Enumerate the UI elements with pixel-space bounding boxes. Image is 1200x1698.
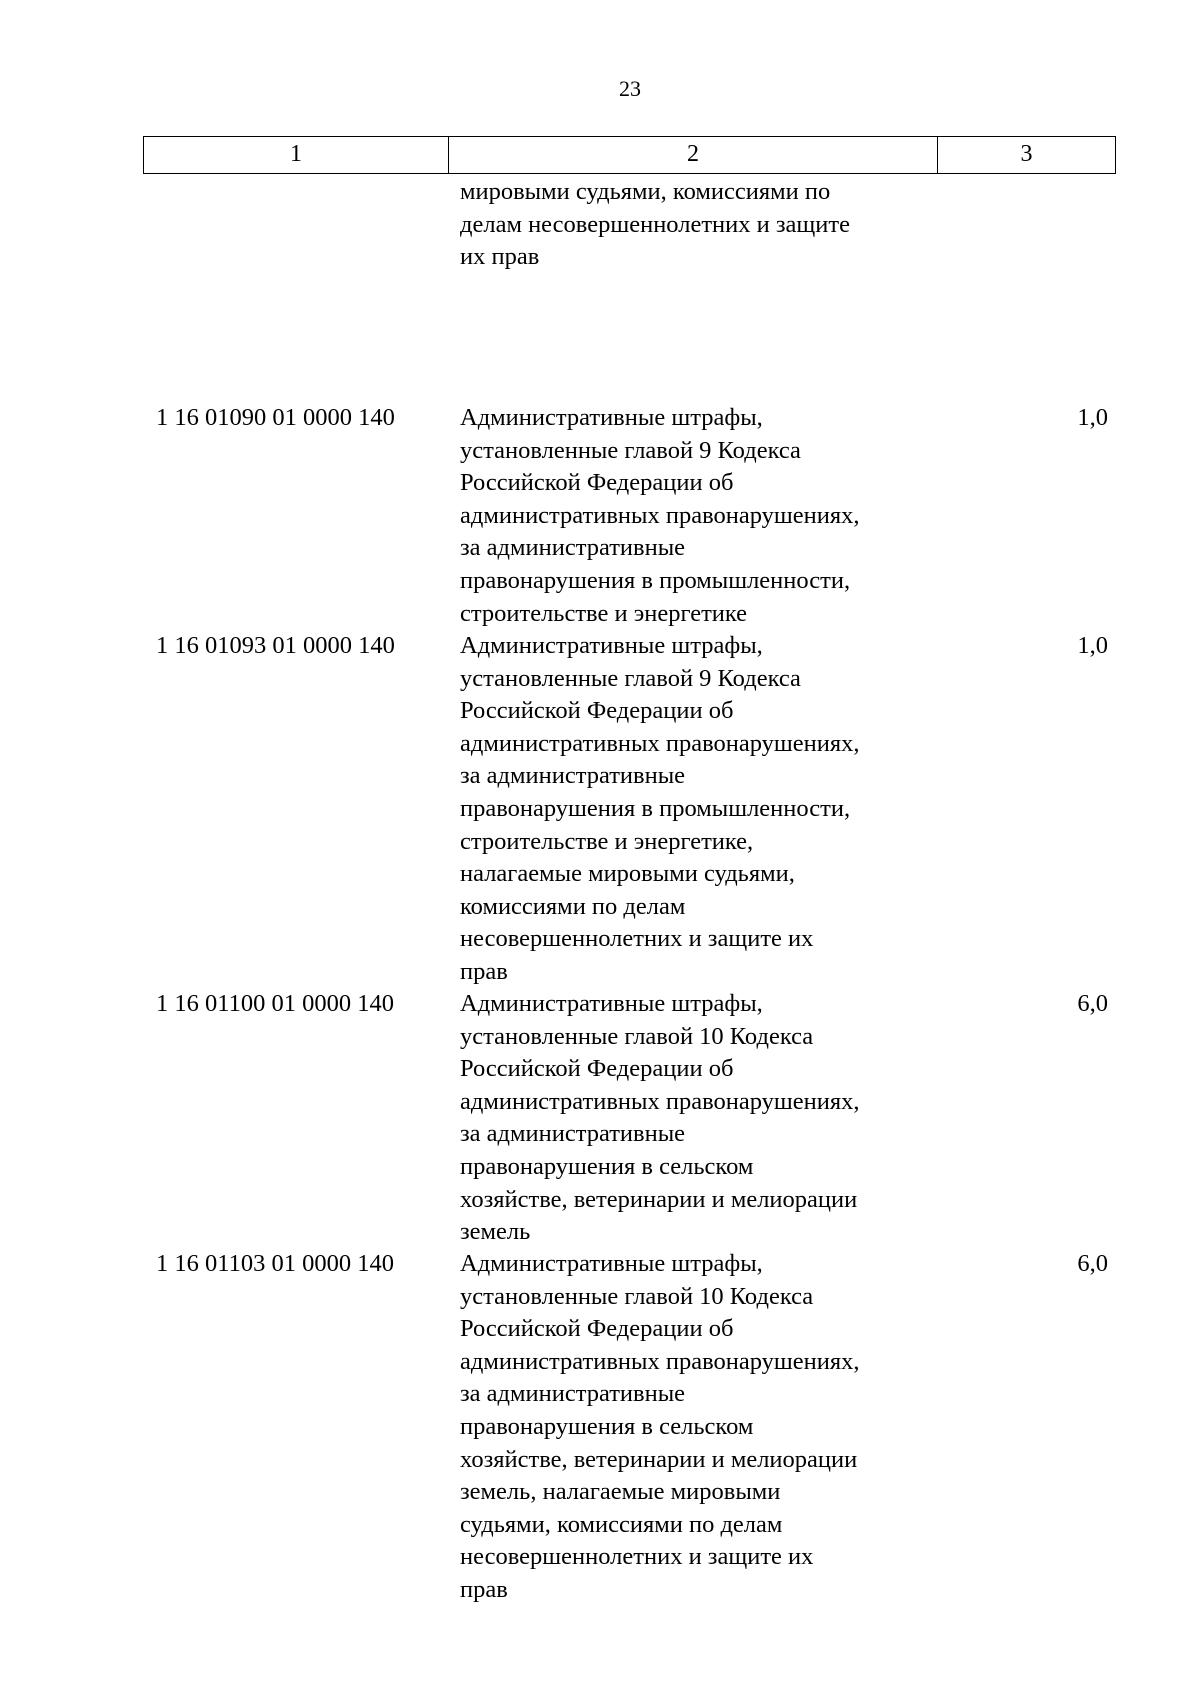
row-description: Административные штрафы, установленные главой 10 Кодекса Российской Федерации об административных правонарушениях, за административные правонарушения в сельском хозяйстве, ветеринарии и мелиорации земель (460, 990, 860, 1246)
row-value: 6,0 (1077, 990, 1108, 1017)
table-header-col2: 2 (449, 137, 938, 173)
row-value: 1,0 (1077, 404, 1108, 431)
table-header-col3: 3 (1020, 141, 1033, 167)
row-description: Административные штрафы, установленные главой 9 Кодекса Российской Федерации об административных правонарушениях, за административные правонарушения в промышленности, строительстве и энергетике (460, 404, 860, 627)
table-header (143, 136, 1116, 174)
row-description: Административные штрафы, установленные главой 9 Кодекса Российской Федерации об административных правонарушениях, за административные правонарушения в промышленности, строительстве и энергетике, налагаемые мировыми судьями, комиссиями по делам несовершеннолетних и защите их прав (460, 632, 860, 985)
continuation-text: мировыми судьями, комиссиями по делам несовершеннолетних и защите их прав (460, 178, 850, 271)
row-value: 6,0 (1077, 1250, 1108, 1277)
table-header-col1: 1 (144, 137, 449, 173)
row-value: 1,0 (1077, 632, 1108, 659)
row-code: 1 16 01103 01 0000 140 (156, 1250, 394, 1277)
row-code: 1 16 01100 01 0000 140 (156, 990, 394, 1017)
row-code: 1 16 01090 01 0000 140 (156, 404, 395, 431)
row-code: 1 16 01093 01 0000 140 (156, 632, 395, 659)
row-description: Административные штрафы, установленные главой 10 Кодекса Российской Федерации об административных правонарушениях, за административные правонарушения в сельском хозяйстве, ветеринарии и мелиорации земель, налагаемые мировыми судьями, комиссиями по делам несовершеннолетних и защите их прав (460, 1250, 860, 1603)
page-number: 23 (619, 76, 641, 101)
